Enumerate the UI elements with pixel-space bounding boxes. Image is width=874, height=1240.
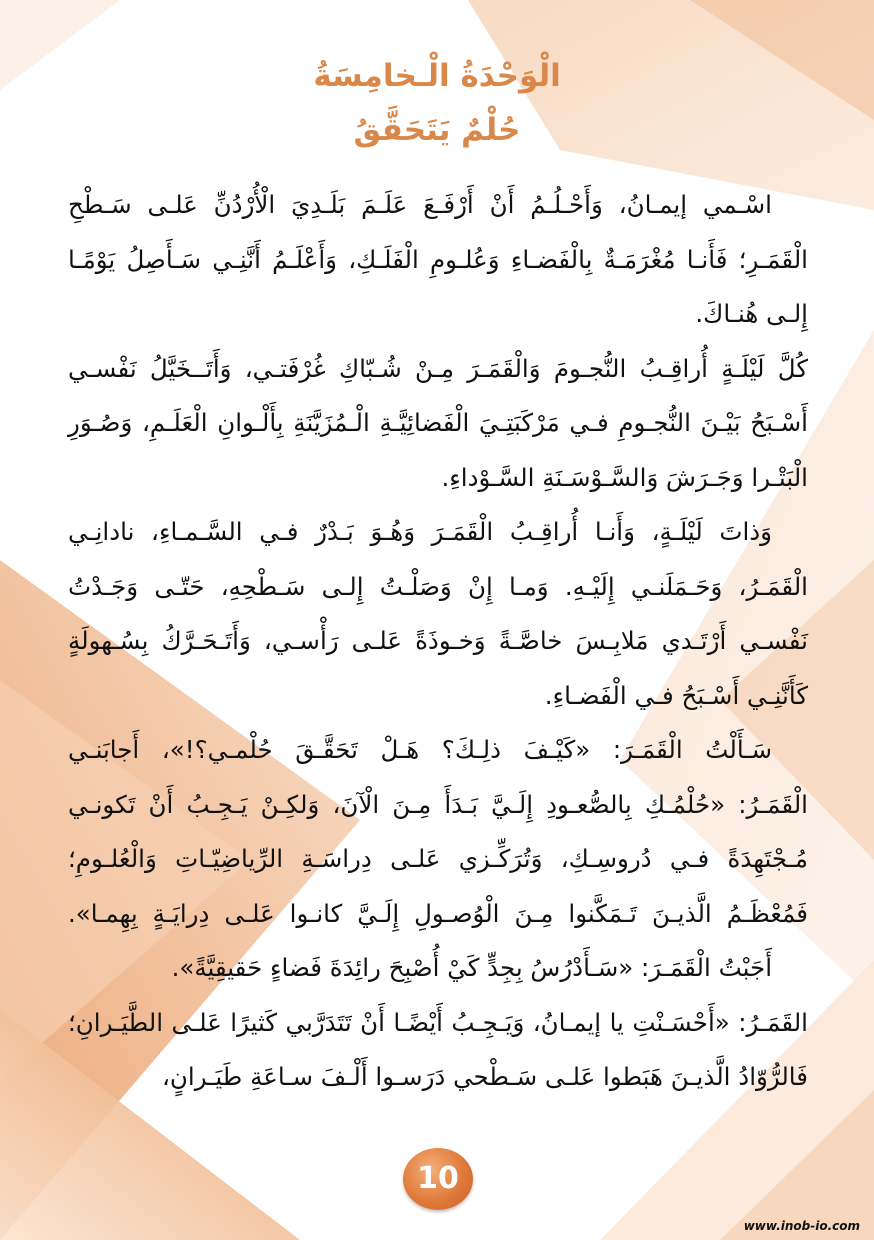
text-line: فَمُعْظَـمُ الَّذيـنَ تَـمَكَّنوا مِـنَ الْوُصـولِ إِلَـيَّ كانـوا عَلـى دِرايَـةٍ بِهِمـا». — [68, 898, 808, 928]
lesson-title: حُلْمٌ يَتَحَقَّقُ — [353, 112, 521, 148]
text-line: سَـأَلْتُ الْقَمَـرَ: «كَيْـفَ ذلِـكَ؟ هَـلْ تَحَقَّـقَ حُلْمـي؟!»، أَجابَنـي — [68, 735, 772, 764]
page-number: 10 — [403, 1148, 473, 1210]
text-line: إِلـى هُنـاكَ. — [695, 299, 808, 328]
text-line: الْبَتْـرا وَجَـرَشَ وَالسَّـوْسَـنَةِ السَّـوْداءِ. — [441, 462, 808, 492]
text-line: الْقَمَـرِ؛ فَأَنـا مُغْرَمَـةٌ بِالْفَضـاءِ وَعُلـومِ الْفَلَـكِ، وَأَعْلَـمُ أَنَّنِـي سَـأَصِلُ يَوْمًـا — [68, 244, 808, 274]
text-line: مُـجْتَهِدَةً فـي دُروسِـكِ، وَتُرَكِّـزي عَلـى دِراسَـةِ الرِّياضِيّـاتِ وَالْعُلـومِ؛ — [68, 844, 808, 873]
text-line: أَجَبْتُ الْقَمَـرَ: «سَـأَدْرُسُ بِجِدٍّ كَيْ أُصْبِحَ رائِدَةَ فَضاءٍ حَقيقِيَّةً». — [171, 953, 772, 982]
text-line: كُلَّ لَيْلَـةٍ أُراقِـبُ النُّجـومَ وَالْقَمَـرَ مِـنْ شُـبّاكِ غُرْفَتـي، وَأَتَــخَيَّلُ نَفْسـي — [68, 353, 808, 383]
story-text — [68, 178, 808, 1105]
text-line: أَسْـبَحُ بَيْـنَ النُّجـومِ فـي مَرْكَبَتِـيَ الْفَضائِيَّـةِ الْـمُزَيَّنَةِ بِأَلْـوانِ الْعَلَـمِ، وَصُـوَرِ — [68, 408, 808, 437]
text-line: كَأَنَّنِـي أَسْـبَحُ فـي الْفَضـاءِ. — [544, 680, 808, 710]
text-line: فَالرُّوّادُ الَّذيـنَ هَبَطوا عَلـى سَـطْحي دَرَسـوا أَلْـفَ سـاعَةِ طَيَـرانٍ، — [162, 1062, 808, 1091]
website-watermark: www.inob-io.com — [743, 1219, 860, 1233]
text-line: اسْـمي إيمـانُ، وَأَحْـلُـمُ أَنْ أَرْفَـعَ عَلَـمَ بَلَـدِيَ الْأُرْدُنِّ عَلـى سَـطْحِ — [68, 190, 772, 219]
text-line: وَذاتَ لَيْلَـةٍ، وَأَنـا أُراقِـبُ الْقَمَـرَ وَهُـوَ بَـدْرٌ فـي السَّـمـاءِ، نادانِـي — [68, 517, 772, 546]
text-line: نَفْسـي أَرْتَـدي مَلابِـسَ خاصَّـةً وَخـوذَةً عَلـى رَأْسـي، وَأَتَـحَـرَّكُ بِسُـهولَةٍ — [68, 626, 808, 655]
text-line: الْقَمَـرُ، وَحَـمَلَنـي إِلَيْـهِ. وَمـا إِنْ وَصَلْـتُ إِلـى سَـطْحِهِ، حَتّـى وَجَـدْتُ — [68, 571, 808, 601]
text-line: القَمَـرُ: «أَحْسَـنْتِ يا إيمـانُ، وَيَـجِـبُ أَيْضًـا أَنْ تَتَدَرَّبي كَثيرًا عَلـى الطَّيَـرانِ؛ — [68, 1007, 808, 1037]
unit-title: الْوَحْدَةُ الْـخامِسَةُ — [313, 58, 561, 94]
text-line: الْقَمَـرُ: «حُلْمُـكِ بِالصُّعـودِ إِلَـيَّ بَـدَأَ مِـنَ الْآنَ، وَلكِـنْ يَـجِـبُ أَنْ تَكونـي — [68, 789, 808, 819]
